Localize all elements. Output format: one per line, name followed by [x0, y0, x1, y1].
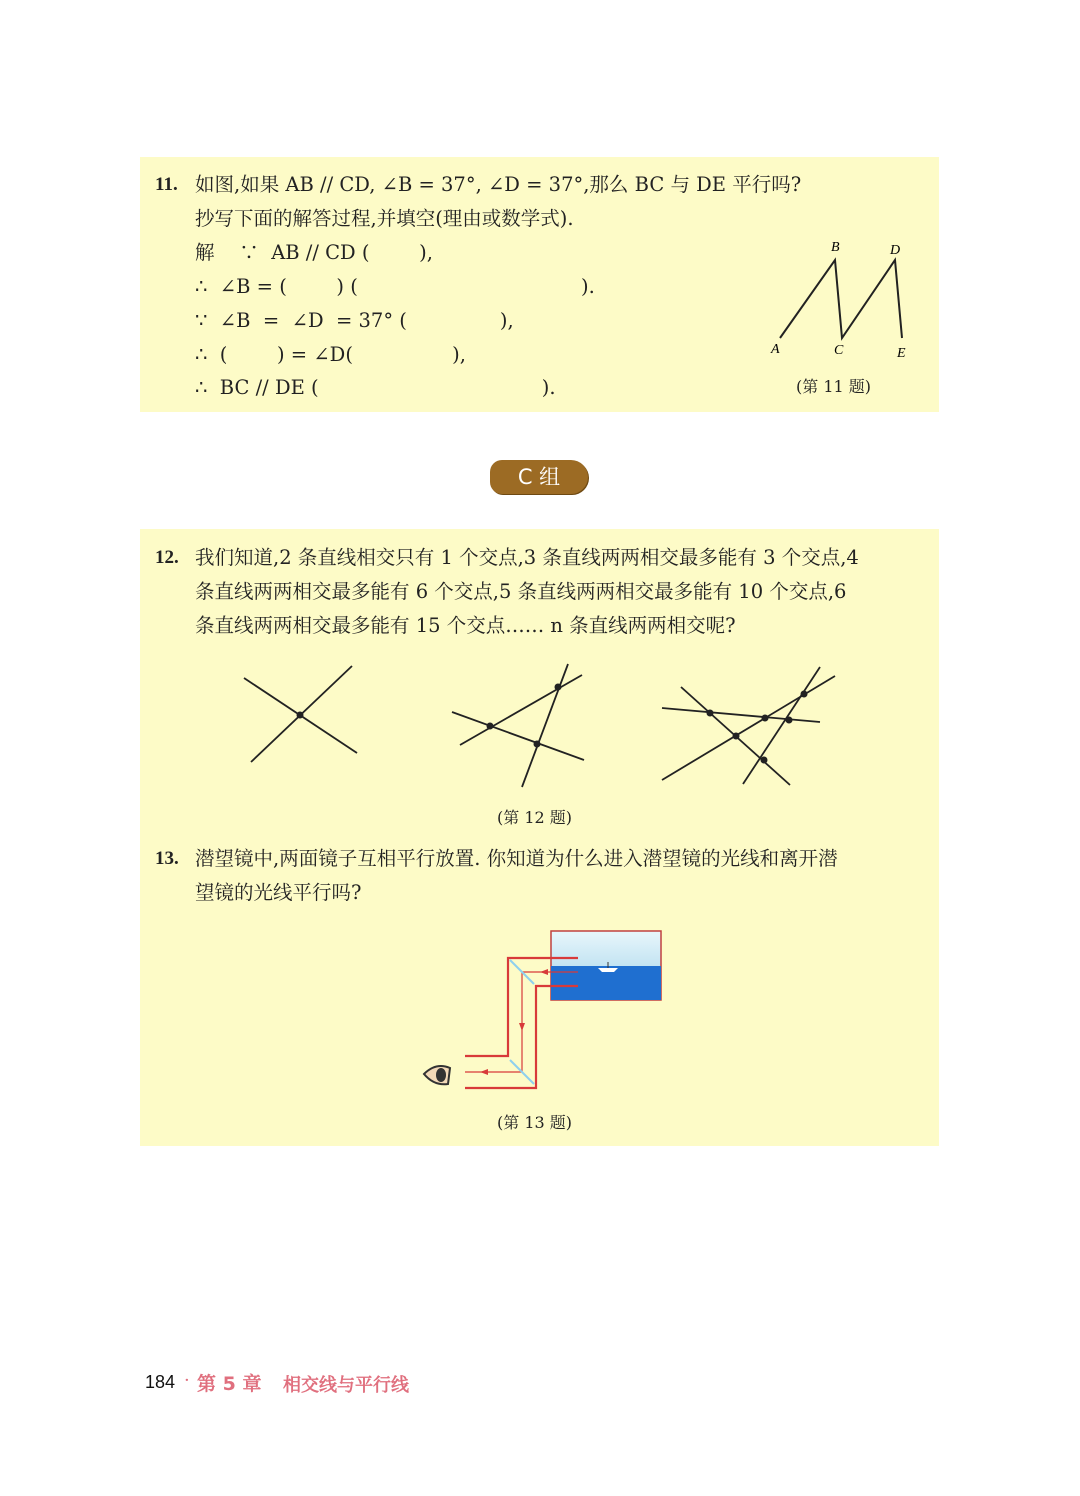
problem-12-line-3: 条直线两两相交最多能有 15 个交点…… n 条直线两两相交呢? — [195, 614, 736, 637]
figure-13-periscope — [420, 928, 670, 1093]
problem-11-instruction: 抄写下面的解答过程,并填空(理由或数学式). — [195, 207, 574, 230]
page-number: 184 — [145, 1372, 176, 1392]
figure-11-caption: (第 11 题) — [796, 377, 872, 396]
figure-12-caption: (第 12 题) — [497, 808, 573, 827]
label-b: B — [831, 240, 840, 255]
problem-11-step-2: ∴ ∠B = ( ) ( ). — [195, 275, 595, 298]
problem-13-number: 13. — [155, 848, 179, 869]
three-lines — [452, 664, 584, 787]
label-c: C — [834, 343, 844, 358]
problem-13-line-1: 潜望镜中,两面镜子互相平行放置. 你知道为什么进入潜望镜的光线和离开潜 — [195, 847, 838, 870]
problem-11-number: 11. — [155, 174, 178, 195]
four-lines — [662, 667, 835, 785]
problem-11-step-1: 解 ∵ AB // CD ( ), — [195, 241, 433, 264]
intersection-point — [707, 710, 714, 717]
problem-11-step-3: ∵ ∠B = ∠D = 37° ( ), — [195, 309, 514, 332]
intersection-point — [297, 712, 304, 719]
figure-12-lines — [240, 660, 840, 795]
intersection-point — [762, 715, 769, 722]
chapter-title: 相交线与平行线 — [283, 1375, 409, 1396]
figure-11-zigzag — [760, 235, 920, 365]
chapter-number: 第 5 章 — [197, 1373, 262, 1395]
footer-separator: · — [184, 1370, 190, 1391]
problem-11-step-4: ∴ ( ) = ∠D( ), — [195, 343, 466, 366]
figure-13-caption: (第 13 题) — [497, 1113, 573, 1132]
intersection-point — [534, 741, 541, 748]
intersection-point — [801, 691, 808, 698]
eye-icon — [424, 1066, 450, 1084]
label-a: A — [771, 342, 780, 357]
intersection-point — [733, 733, 740, 740]
intersection-point — [487, 723, 494, 730]
zigzag-lines — [780, 260, 902, 338]
problem-11-question: 如图,如果 AB // CD, ∠B = 37°, ∠D = 37°,那么 BC 与 DE 平行吗? — [195, 173, 802, 196]
intersection-point — [555, 684, 562, 691]
problem-11-step-5: ∴ BC // DE ( ). — [195, 376, 556, 399]
problem-12-line-2: 条直线两两相交最多能有 6 个交点,5 条直线两两相交最多能有 10 个交点,6 — [195, 580, 847, 603]
intersection-point — [761, 757, 768, 764]
intersection-point — [786, 717, 793, 724]
section-c-badge: C 组 — [490, 460, 588, 494]
label-d: D — [890, 243, 901, 258]
problem-13-line-2: 望镜的光线平行吗? — [195, 881, 362, 904]
problem-12-number: 12. — [155, 547, 179, 568]
problem-12-line-1: 我们知道,2 条直线相交只有 1 个交点,3 条直线两两相交最多能有 3 个交点,4 — [195, 546, 859, 569]
label-e: E — [897, 346, 906, 361]
